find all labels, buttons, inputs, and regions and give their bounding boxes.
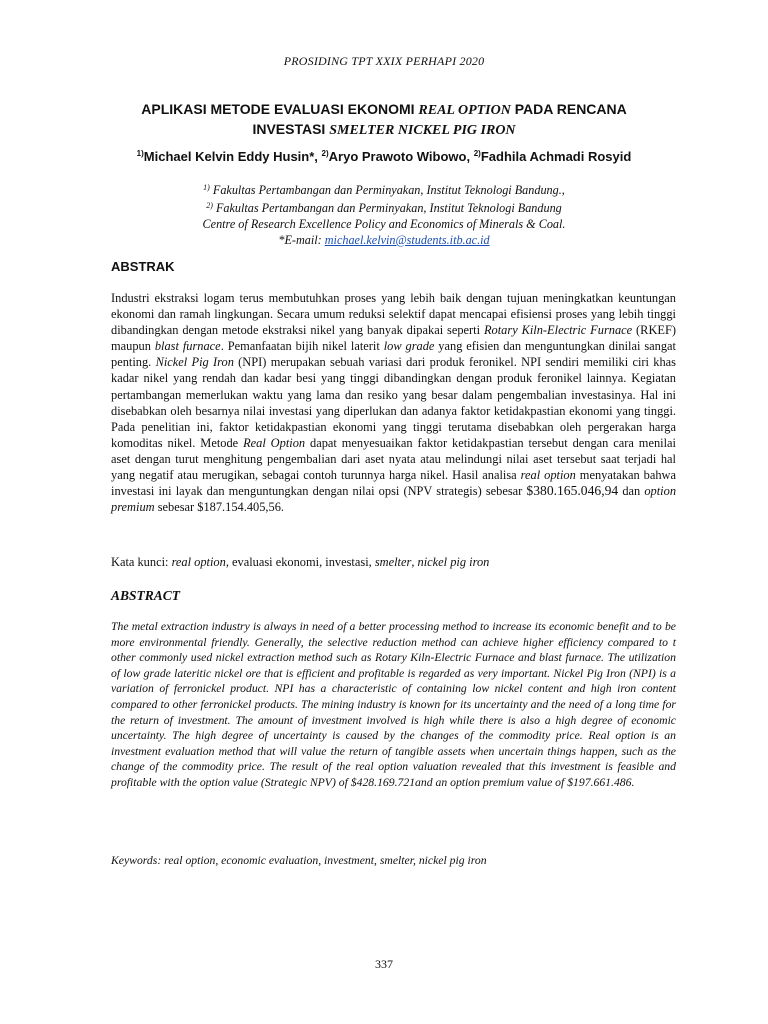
- affiliation-line: [60, 180, 708, 198]
- author-mark: 1): [136, 149, 144, 158]
- affiliation-mark: 1): [203, 183, 210, 192]
- abstrak-text: dapat menyesuaikan faktor ketidakpastian tersebut dengan cara menilai aset dengan turut menghitung pengembalian dari aset nyata atau melindungi nilai aset tersebut saat terjadi hal yang negatif atau merugikan, sebagai contoh turunnya harga nikel. Hasil analisa: [111, 435, 676, 483]
- affiliation-line: [60, 198, 708, 216]
- abstrak-italic: option premium: [111, 484, 677, 515]
- abstrak-text: yang efisien dan menguntungkan dinilai sangat penting.: [111, 339, 676, 370]
- author-name: Michael Kelvin Eddy Husin*,: [143, 149, 322, 164]
- abstrak-italic: Nickel Pig Iron: [155, 355, 234, 370]
- abstrak-text: sebesar $187.154.405,56.: [154, 500, 284, 515]
- title-italic: REAL OPTION: [418, 103, 511, 118]
- keyword-separator: ,: [411, 555, 418, 569]
- affiliation-text: Fakultas Pertambangan dan Perminyakan, Institut Teknologi Bandung: [212, 201, 562, 215]
- abstrak-italic: Rotary Kiln-Electric Furnace: [483, 323, 633, 338]
- abstrak-text: dan: [618, 484, 645, 499]
- page-number: 337: [375, 957, 393, 971]
- abstrak-italic: Real Option: [243, 435, 306, 450]
- kata-kunci-label: Kata kunci:: [111, 555, 172, 569]
- email-label: *E-mail:: [278, 233, 325, 247]
- kata-kunci: [111, 555, 676, 570]
- abstrak-italic: blast furnace: [154, 339, 221, 354]
- affiliation-text: Fakultas Pertambangan dan Perminyakan, Institut Teknologi Bandung.,: [209, 183, 565, 197]
- title-italic: SMELTER NICKEL PIG IRON: [329, 123, 516, 138]
- abstrak-heading: ABSTRAK: [111, 259, 175, 274]
- keyword: smelter: [374, 555, 412, 569]
- author-mark: 2): [321, 149, 329, 158]
- abstrak-text: menyatakan bahwa investasi ini layak dan menguntungkan dengan nilai opsi (NPV strategis) sebesar: [111, 468, 676, 499]
- affiliation-mark: 2): [206, 201, 213, 210]
- affiliation-line: Centre of Research Excellence Policy and Economics of Minerals & Coal.: [202, 217, 566, 231]
- keyword: , evaluasi ekonomi, investasi,: [225, 555, 375, 569]
- affiliations: [60, 180, 708, 248]
- email-line: [60, 232, 708, 248]
- title-text: INVESTASI: [252, 121, 330, 137]
- abstrak-italic: low grade: [383, 339, 435, 354]
- abstrak-text: Industri ekstraksi logam terus membutuhkan proses yang lebih baik dengan tujuan meningkatkan keuntungan ekonomi dan ramah lingkungan. Secara umum reduksi selektif dapat mencapai efisiensi proses yang lebih tinggi dibandingkan dengan metode ekstraksi nikel yang banyak dipakai seperti: [111, 291, 676, 338]
- title-text: APLIKASI METODE EVALUASI EKONOMI: [141, 101, 419, 117]
- email-link[interactable]: michael.kelvin@students.itb.ac.id: [324, 233, 490, 247]
- abstrak-text: . Pemanfaatan bijih nikel laterit: [220, 339, 384, 354]
- abstrak-text: (RKEF) maupun: [111, 323, 676, 354]
- keyword: nickel pig iron: [417, 555, 490, 569]
- abstrak-body: [111, 290, 676, 515]
- title-text: PADA RENCANA: [510, 101, 627, 117]
- paper-title: [90, 100, 678, 140]
- running-header: PROSIDING TPT XXIX PERHAPI 2020: [283, 54, 485, 68]
- keyword: real option: [171, 555, 226, 569]
- abstrak-italic: real option: [520, 468, 576, 483]
- author-name: Aryo Prawoto Wibowo,: [328, 149, 474, 164]
- author-mark: 2): [473, 149, 481, 158]
- abstrak-text: (NPI) merupakan sebuah variasi dari produk feronikel. NPI sendiri memiliki ciri khas kadar nikel yang rendah dan kadar besi yang tinggi dibandingkan dengan produk feronikel lainnya. Kegiatan pertambangan memerlukan waktu yang lama dan resiko yang besar dalam pengembalian investasinya. Hal ini disebabkan oleh besarnya nilai investasi yang diperlukan dan adanya faktor ketidakpastian ekonomi yang tinggi. Pada penelitian ini, faktor ketidakpastian ekonomi yang tinggi terutama disebabkan oleh pergerakan harga komoditas nikel. Metode: [111, 355, 676, 450]
- npv-value: $380.165.046,94: [526, 483, 619, 499]
- abstract-heading: ABSTRACT: [111, 588, 181, 603]
- keywords-en: Keywords: real option, economic evaluation, investment, smelter, nickel pig iron: [111, 854, 487, 867]
- abstract-body: The metal extraction industry is always in need of a better processing method to increase its economic benefit and to be more environmental friendly. Generally, the selective reduction method can achieve higher efficiency compared to t other commonly used nickel extraction method such as Rotary Kiln-Electric Furnace and blast furnace. The utilization of low grade lateritic nickel ore that is efficient and profitable is regarded as very important. Nickel Pig Iron (NPI) is a variation of ferronickel product. NPI has a characteristic of containing low nickel content and high iron content compared to other ferronickel products. The mining industry is known for its uncertainty and the need of a long time for the return of investment. The amount of investment involved is high while there is also a high degree of economic uncertainty. The high degree of uncertainty is caused by the changes of the commodity price. Real option is an investment evaluation method that will value the return of tangible assets when uncertain things happen, such as the change of the commodity price. The result of the real option valuation revealed that this investment is feasible and profitable with the option value (Strategic NPV) of $428.169.721and an option premium value of $197.661.486.: [111, 620, 676, 789]
- author-name: Fadhila Achmadi Rosyid: [480, 149, 632, 164]
- author-list: [60, 149, 708, 164]
